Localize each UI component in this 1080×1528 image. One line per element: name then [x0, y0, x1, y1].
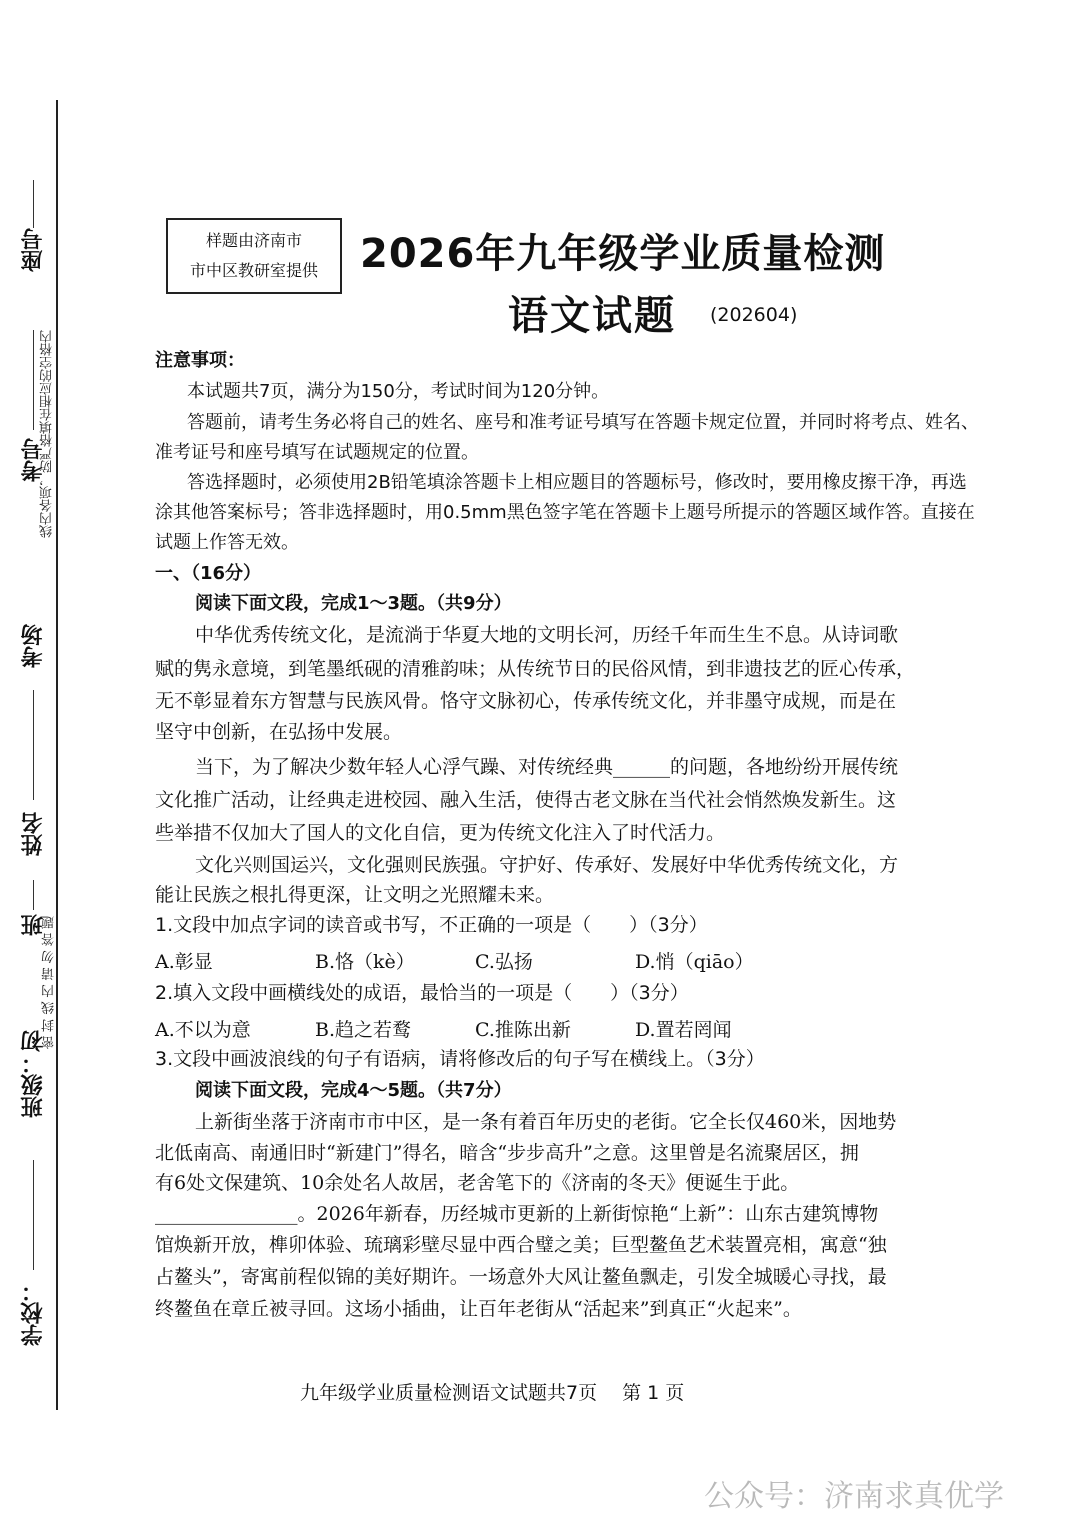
passage2-line: _______________。2026年新春，历经城市更新的上新街惊艳“上新”：山东古建筑博物	[155, 1203, 879, 1225]
passage2-line: 馆焕新开放，榫卯体验、琉璃彩壁尽显中西合璧之美；巨型鳌鱼艺术装置亮相，寓意“独	[155, 1234, 887, 1256]
passage1-line: 中华优秀传统文化，是流淌于华夏大地的文明长河，历经千年而生生不息。从诗词歌	[195, 624, 899, 646]
page-title: 2026年九年级学业质量检测	[360, 231, 886, 277]
sidebar-room-label: 考场	[21, 624, 46, 668]
passage2-line: 有6处文保建筑、10余处名人故居，老舍笔下的《济南的冬天》便诞生于此。	[155, 1172, 800, 1194]
passage1-line: 当下，为了解决少数年轻人心浮气躁、对传统经典______的问题，各地纷纷开展传统	[195, 756, 899, 778]
notes-p3a: 答选择题时，必须使用2B铅笔填涂答题卡上相应题目的答题标号，修改时，要用橡皮擦干净，再选	[187, 472, 967, 493]
option-d: D.置若罔闻	[635, 1019, 732, 1041]
notes-p2b: 准考证号和座号填写在试题规定的位置。	[155, 442, 479, 463]
sidebar-school-blank	[33, 1160, 34, 1270]
notes-p3c: 试题上作答无效。	[155, 532, 299, 553]
source-stamp-box	[166, 218, 342, 294]
page-subtitle: 语文试题	[508, 293, 676, 339]
sidebar-name-blank	[33, 880, 34, 910]
sidebar-class-label: 班	[21, 914, 46, 936]
passage1-line: 些举措不仅加大了国人的文化自信，更为传统文化注入了时代活力。	[155, 822, 726, 844]
sidebar-grade-label: 班级：初	[21, 1030, 46, 1118]
sidebar-room-blank	[33, 690, 34, 800]
sidebar-exam-no-blank	[33, 330, 34, 430]
option-c: C.弘扬	[475, 951, 533, 973]
passage1-line: 文化推广活动，让经典走进校园、融入生活，使得古老文脉在当代社会悄然焕发新生。这	[155, 789, 897, 811]
notes-p3b: 涂其他答案标号；答非选择题时，用0.5mm黑色签字笔在答题卡上题号所提示的答题区域作答。直接在	[155, 502, 975, 523]
passage2-line: 上新街坐落于济南市市中区，是一条有着百年历史的老街。它全长仅460米，因地势	[195, 1111, 897, 1133]
section1-heading: 一、（16分）	[155, 563, 262, 584]
stamp-line-2: 市中区教研室提供	[189, 261, 318, 280]
passage2-line: 占鳌头”，寄寓前程似锦的美好期许。一场意外大风让鳌鱼飘走，引发全城暖心寻找，最	[155, 1266, 887, 1288]
question-2-options	[155, 1015, 955, 1042]
notes-heading: 注意事项：	[155, 350, 245, 371]
passage1-line: 赋的隽永意境，到笔墨纸砚的清雅韵味；从传统节日的民俗风情，到非遗技艺的匠心传承，	[155, 658, 916, 680]
option-a: A.彰显	[155, 951, 213, 973]
option-b: B.趋之若鹜	[315, 1019, 412, 1041]
passage1-line: 文化兴则国运兴，文化强则民族强。守护好、传承好、发展好中华优秀传统文化，方	[195, 854, 899, 876]
option-d: D.悄（qiāo）	[635, 951, 754, 973]
notes-p1: 本试题共7页，满分为150分，考试时间为120分钟。	[187, 381, 610, 402]
sidebar-notice: 线内各项，防严格填在相应的空格内	[40, 330, 55, 538]
passage1-line: 无不彰显着东方智慧与民族风骨。恪守文脉初心，传承传统文化，并非墨守成规，而是在	[155, 690, 897, 712]
question-3-stem: 3.文段中画波浪线的句子有语病，请将修改后的句子写在横线上。（3分）	[155, 1048, 765, 1070]
reading2-instruction: 阅读下面文段，完成4～5题。（共7分）	[195, 1080, 512, 1101]
option-b: B.恪（kè）	[315, 951, 415, 973]
passage1-line: 坚守中创新，在弘扬中发展。	[155, 721, 403, 743]
question-2-stem: 2.填入文段中画横线处的成语，最恰当的一项是（ ）（3分）	[155, 982, 689, 1004]
sidebar-cut-line: 密 封 线 内 请 勿 答 题	[42, 916, 57, 1049]
watermark: 公众号：济南求真优学	[704, 1479, 1004, 1514]
sidebar-seat-blank	[33, 180, 34, 228]
sidebar-seat-label: 座号	[21, 228, 46, 272]
sidebar-exam-no-label: 考号	[21, 438, 46, 482]
passage2-line: 终鳌鱼在章丘被寻回。这场小插曲，让百年老街从“活起来”到真正“火起来”。	[155, 1298, 802, 1320]
sidebar-school-label: 学校：	[21, 1280, 46, 1346]
binding-line	[56, 100, 58, 1410]
passage1-line: 能让民族之根扎得更深，让文明之光照耀未来。	[155, 884, 555, 906]
exam-code: (202604)	[710, 304, 798, 326]
reading1-instruction: 阅读下面文段，完成1～3题。（共9分）	[195, 593, 512, 614]
sidebar-name-label: 姓名	[21, 812, 46, 856]
question-1-stem: 1.文段中加点字词的读音或书写，不正确的一项是（ ）（3分）	[155, 914, 708, 936]
option-a: A.不以为意	[155, 1019, 251, 1041]
passage2-line: 北低南高、南通旧时“新建门”得名，暗含“步步高升”之意。这里曾是名流聚居区，拥	[155, 1142, 859, 1164]
page-footer: 九年级学业质量检测语文试题共7页 第 1 页	[300, 1382, 685, 1404]
notes-p2a: 答题前，请考生务必将自己的姓名、座号和准考证号填写在答题卡规定位置，并同时将考点、姓名、	[187, 412, 979, 433]
option-c: C.推陈出新	[475, 1019, 571, 1041]
question-1-options	[155, 947, 955, 974]
stamp-line-1: 样题由济南市	[205, 231, 302, 250]
